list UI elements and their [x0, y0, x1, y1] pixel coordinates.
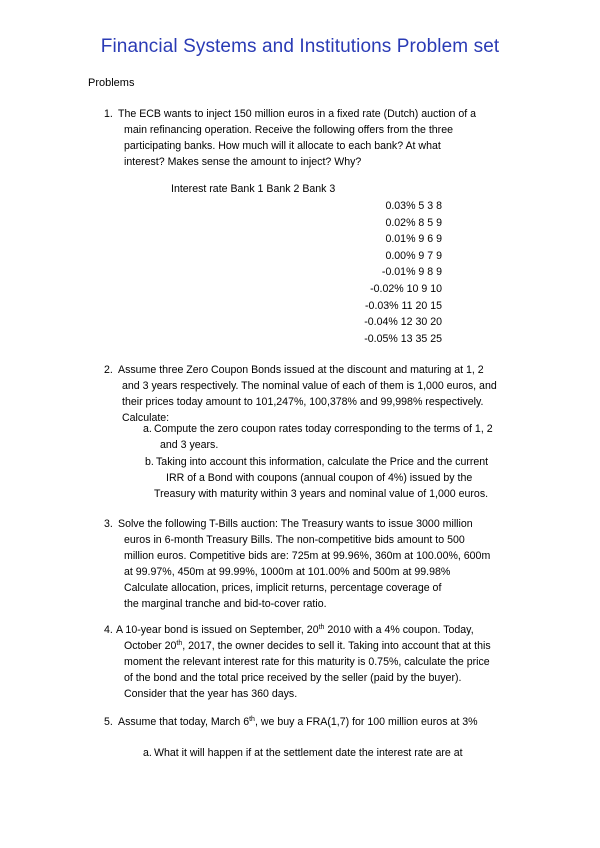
text-line: Compute the zero coupon rates today corresponding to the terms of 1, 2	[154, 423, 493, 435]
text-line: of the bond and the total price received by the seller (paid by the buyer).	[124, 672, 462, 684]
text-line: at 99.97%, 450m at 99.99%, 1000m at 101.00% and 500m at 99.98%	[124, 566, 451, 578]
subquestion-2a-text-cont	[160, 437, 218, 453]
question-number: 3.	[104, 518, 113, 530]
subquestion-label: b.	[145, 456, 154, 468]
question-3-text-cont	[124, 532, 490, 612]
question-2-text-cont	[122, 378, 497, 426]
text-line: Treasury with maturity within 3 years and nominal value of 1,000 euros.	[154, 488, 489, 500]
question-number: 2.	[104, 364, 113, 376]
text-line: participating banks. How much will it allocate to each bank? At what	[124, 140, 441, 152]
subquestion-2b-text	[156, 454, 488, 470]
question-4-text	[116, 622, 474, 638]
question-5-text	[118, 714, 478, 730]
table-row: -0.05% 13 35 25	[364, 333, 442, 345]
text-line: their prices today amount to 101,247%, 100,378% and 99,998% respectively.	[122, 396, 484, 408]
question-1-text	[118, 106, 476, 122]
subquestion-5a-text	[154, 745, 463, 761]
text-line: Assume that today, March 6th, we buy a FRA(1,7) for 100 million euros at 3%	[118, 716, 478, 728]
question-3-text	[118, 516, 473, 532]
text-line: moment the relevant interest rate for this maturity is 0.75%, calculate the price	[124, 656, 490, 668]
question-number: 5.	[104, 716, 113, 728]
text-line: October 20th, 2017, the owner decides to sell it. Taking into account that at this	[124, 640, 491, 652]
question-1-text-cont	[124, 122, 453, 170]
text-line: million euros. Competitive bids are: 725m at 99.96%, 360m at 100.00%, 600m	[124, 550, 491, 562]
text-line: interest? Makes sense the amount to inject? Why?	[124, 156, 362, 168]
table-header: Interest rate Bank 1 Bank 2 Bank 3	[171, 183, 336, 195]
text-line: IRR of a Bond with coupons (annual coupon of 4%) issued by the	[166, 472, 473, 484]
question-number: 1.	[104, 108, 113, 120]
subquestion-5a	[143, 745, 152, 761]
text-line: Calculate:	[122, 412, 170, 424]
text-line: Consider that the year has 360 days.	[124, 688, 298, 700]
text-line: Calculate allocation, prices, implicit returns, percentage coverage of	[124, 582, 442, 594]
subquestion-2b-text-cont	[166, 470, 472, 486]
table-row: 0.00% 9 7 9	[385, 250, 442, 262]
text-line: Solve the following T-Bills auction: The Treasury wants to issue 3000 million	[118, 518, 473, 530]
table-row: -0.04% 12 30 20	[364, 316, 442, 328]
text-line: A 10-year bond is issued on September, 20th 2010 with a 4% coupon. Today,	[116, 624, 474, 636]
question-2-text	[118, 362, 484, 378]
question-4-text-cont	[124, 638, 491, 702]
table-row: -0.01% 9 8 9	[381, 266, 442, 278]
text-line: Assume three Zero Coupon Bonds issued at the discount and maturing at 1, 2	[118, 364, 484, 376]
question-number: 4.	[104, 624, 113, 636]
table-row: 0.01% 9 6 9	[385, 233, 442, 245]
subquestion-label: a.	[143, 423, 152, 435]
table-row: -0.03% 11 20 15	[365, 300, 442, 312]
subquestion-2b	[145, 454, 154, 470]
subquestion-2a-text	[154, 421, 493, 437]
text-line: and 3 years respectively. The nominal value of each of them is 1,000 euros, and	[122, 380, 497, 392]
text-line: and 3 years.	[160, 439, 219, 451]
text-line: The ECB wants to inject 150 million euros in a fixed rate (Dutch) auction of a	[118, 108, 477, 120]
text-line: the marginal tranche and bid-to-cover ratio.	[124, 598, 327, 610]
table-row: 0.02% 8 5 9	[385, 217, 442, 229]
text-line: What it will happen if at the settlement date the interest rate are at	[154, 747, 463, 759]
page-title: Financial Systems and Institutions Problem set	[100, 36, 500, 57]
subquestion-label: a.	[143, 747, 152, 759]
text-line: main refinancing operation. Receive the following offers from the three	[124, 124, 453, 136]
table-row: 0.03% 5 3 8	[385, 200, 442, 212]
text-line: euros in 6-month Treasury Bills. The non-competitive bids amount to 500	[124, 534, 465, 546]
subquestion-2b-text-cont2	[154, 486, 488, 502]
table-row: -0.02% 10 9 10	[370, 283, 442, 295]
subquestion-2a	[143, 421, 152, 437]
text-line: Taking into account this information, calculate the Price and the current	[156, 456, 489, 468]
section-heading: Problems	[88, 77, 135, 89]
